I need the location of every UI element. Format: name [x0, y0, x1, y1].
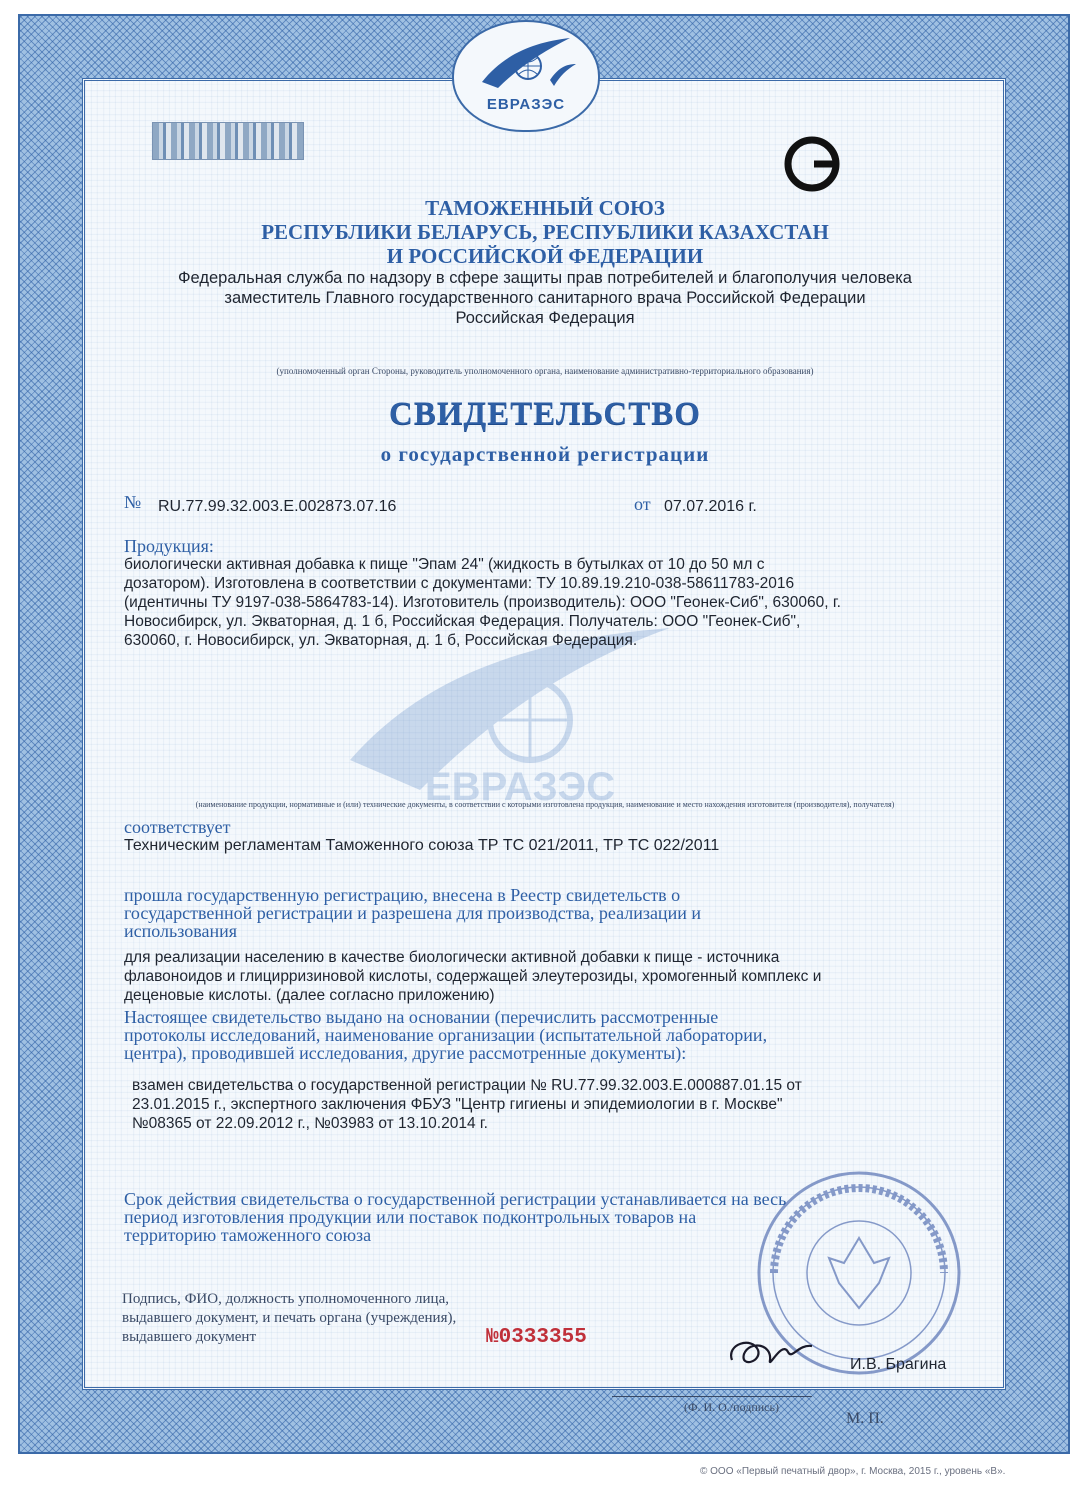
form-serial-number: №0333355: [486, 1326, 587, 1349]
authority-line3: Российская Федерация: [455, 309, 635, 327]
basis-text3: №08365 от 22.09.2012 г., №03983 от 13.10.2014 г.: [132, 1115, 488, 1132]
product-line5: 630060, г. Новосибирск, ул. Экваторная, д. 1 б, Российская Федерация.: [124, 632, 638, 649]
document-title: СВИДЕТЕЛЬСТВО: [389, 396, 701, 432]
use-line1: для реализации населению в качестве биологически активной добавки к пище - источника: [124, 949, 780, 966]
seal-place-label: М. П.: [846, 1410, 884, 1427]
evrazes-emblem-icon: [454, 24, 598, 104]
product-line2: дозатором). Изготовлена в соответствии с документами: ТУ 10.89.19.210-038-58611783-2016: [124, 575, 795, 592]
evrazes-logo: [452, 20, 600, 132]
use-line3: деценовые кислоты. (далее согласно приложению): [124, 987, 495, 1004]
product-line3: (идентичны ТУ 9197-038-5864783-14). Изготовитель (производитель): ООО "Геонек-Сиб", 630060, г.: [124, 594, 841, 611]
registration-number: RU.77.99.32.003.E.002873.07.16: [158, 498, 397, 515]
union-title-line1: ТАМОЖЕННЫЙ СОЮЗ: [425, 196, 665, 220]
hologram-sticker: [152, 122, 304, 160]
basis-line3: центра), проводившей исследования, другие рассмотренные документы):: [124, 1043, 687, 1063]
fio-caption: (Ф. И. О./подпись): [684, 1400, 779, 1414]
evrazes-logo-label: ЕВРАЗЭС: [486, 96, 566, 113]
conformity-text: Техническим регламентам Таможенного союза ТР ТС 021/2011, ТР ТС 022/2011: [124, 837, 720, 854]
product-caption: (наименование продукции, нормативные и (или) технические документы, в соответствии с которыми изготовлена продукция, наименование и место нахождения изготовителя (производителя), получателя): [195, 800, 895, 809]
authority-caption: (уполномоченный орган Стороны, руководитель уполномоченного органа, наименование административно-территориального образования): [276, 366, 814, 376]
passed-line2: государственной регистрации и разрешена для производства, реализации и: [124, 903, 701, 923]
product-label: Продукция:: [124, 536, 214, 556]
registration-date: 07.07.2016 г.: [664, 498, 757, 515]
validity-line1: Срок действия свидетельства о государственной регистрации устанавливается на весь: [124, 1189, 787, 1209]
eac-conformity-mark-icon: [762, 132, 862, 196]
product-line1: биологически активная добавка к пище "Эпам 24" (жидкость в бутылках от 10 до 50 мл с: [124, 556, 765, 573]
basis-text1: взамен свидетельства о государственной регистрации № RU.77.99.32.003.E.000887.01.15 от: [132, 1077, 802, 1094]
passed-line3: использования: [124, 921, 238, 941]
date-label: от: [634, 494, 651, 514]
signature-label-line3: выдавшего документ: [122, 1329, 257, 1345]
signature-line: [612, 1396, 812, 1397]
use-line2: флавоноидов и глицирризиновой кислоты, содержащей элеутерозиды, хромогенный комплекс и: [124, 968, 822, 985]
svg-text:ЕВРАЗЭС: ЕВРАЗЭС: [424, 765, 616, 809]
signature-label-line2: выдавшего документ, и печать органа (учреждения),: [122, 1310, 457, 1326]
basis-line2: протоколы исследований, наименование организации (испытательной лаборатории,: [124, 1025, 768, 1045]
authority-line1: Федеральная служба по надзору в сфере защиты прав потребителей и благополучия человека: [178, 269, 912, 287]
handwritten-signature-icon: [722, 1330, 822, 1376]
signature-label-line1: Подпись, ФИО, должность уполномоченного лица,: [122, 1291, 449, 1307]
union-title-line3: И РОССИЙСКОЙ ФЕДЕРАЦИИ: [386, 244, 704, 268]
authority-line2: заместитель Главного государственного санитарного врача Российской Федерации: [224, 289, 866, 307]
union-title-line2: РЕСПУБЛИКИ БЕЛАРУСЬ, РЕСПУБЛИКИ КАЗАХСТАН: [261, 220, 829, 244]
validity-line3: территорию таможенного союза: [124, 1225, 372, 1245]
basis-text2: 23.01.2015 г., экспертного заключения ФБУЗ "Центр гигиены и эпидемиологии в г. Москве": [132, 1096, 783, 1113]
basis-line1: Настоящее свидетельство выдано на основании (перечислить рассмотренные: [124, 1007, 719, 1027]
product-line4: Новосибирск, ул. Экваторная, д. 1 б, Российская Федерация. Получатель: ООО "Геонек-Сиб",: [124, 613, 801, 630]
document-subtitle: о государственной регистрации: [380, 442, 710, 466]
validity-line2: период изготовления продукции или поставок подконтрольных товаров на: [124, 1207, 697, 1227]
conformity-label: соответствует: [124, 817, 231, 837]
signatory-name: И.В. Брагина: [850, 1356, 947, 1373]
printer-credit: © ООО «Первый печатный двор», г. Москва, 2015 г., уровень «В».: [700, 1466, 1006, 1477]
number-sign: №: [124, 492, 142, 512]
passed-line1: прошла государственную регистрацию, внесена в Реестр свидетельств о: [124, 885, 681, 905]
